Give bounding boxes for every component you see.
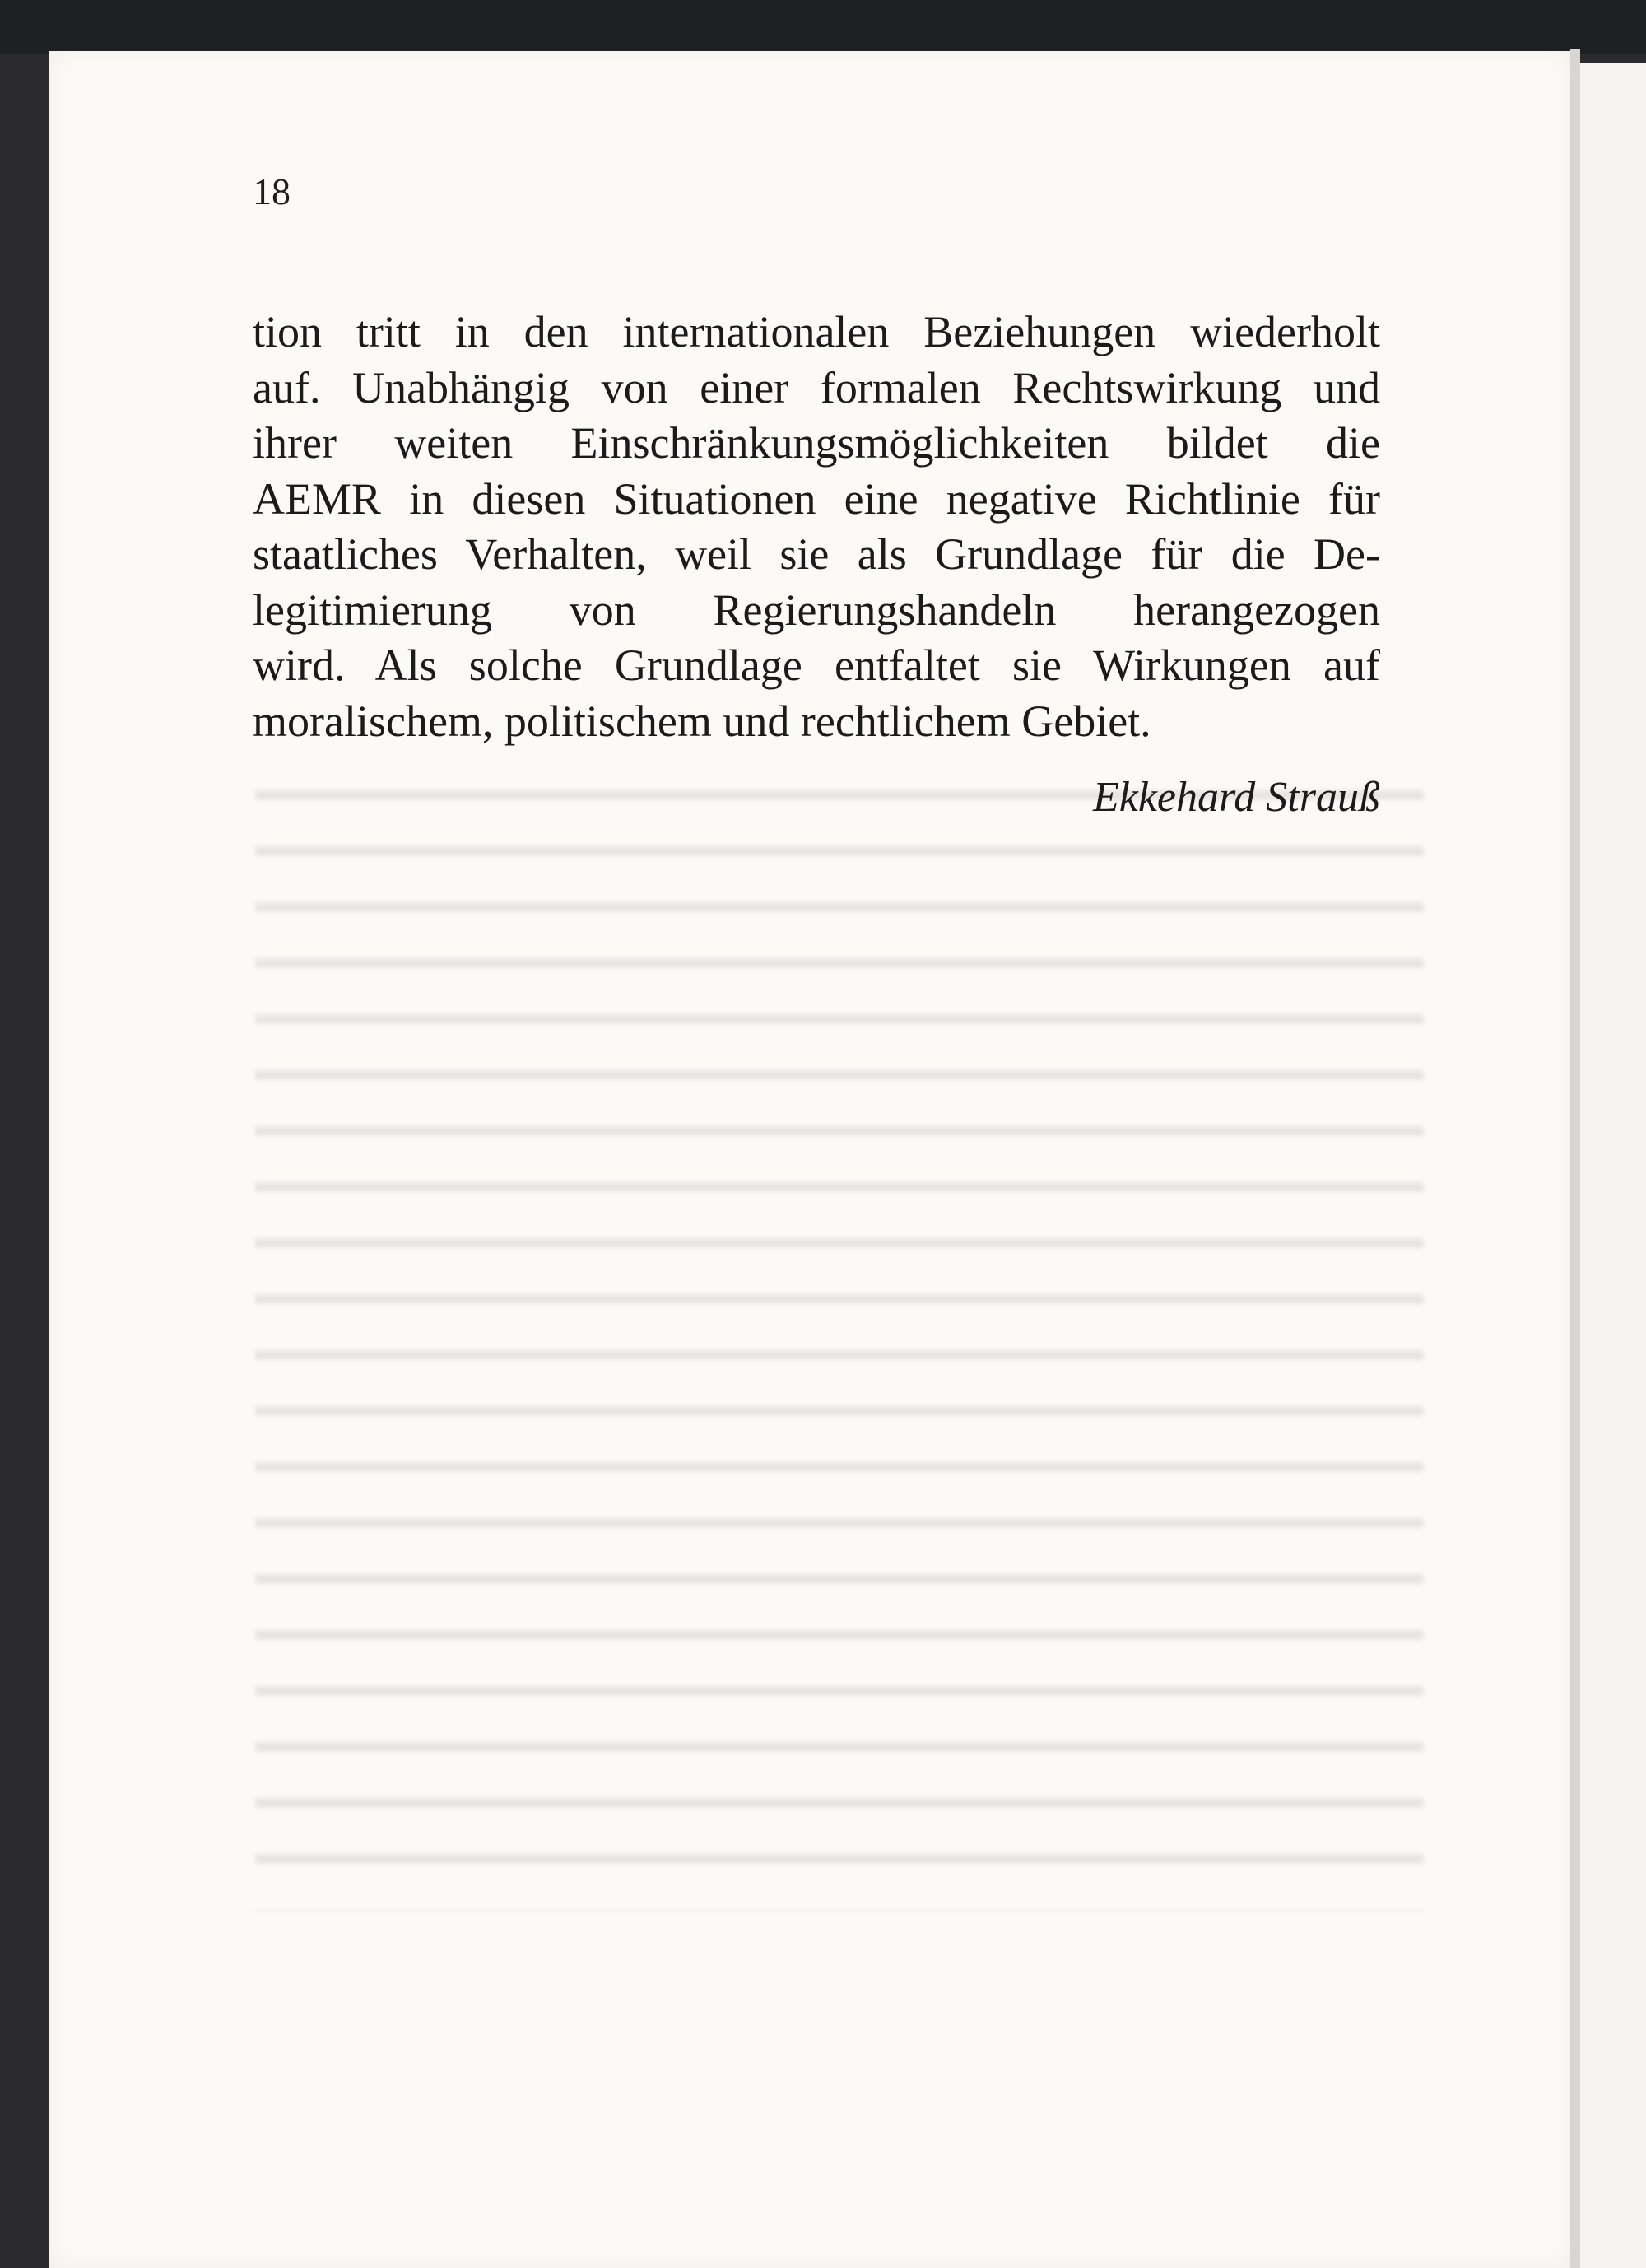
page-number: 18 xyxy=(253,170,291,212)
adjacent-page-edge xyxy=(1580,63,1646,2268)
text-line: wird. Als solche Grundlage entfaltet sie Wirkungen auf xyxy=(253,640,1380,690)
show-through-text xyxy=(255,759,1424,1912)
text-line: auf. Unabhängig von einer formalen Rechtswirkung und xyxy=(253,362,1380,412)
text-line: tion tritt in den internationalen Beziehungen wiederholt xyxy=(253,307,1380,356)
text-line: legitimierung von Regierungshandeln herangezogen xyxy=(253,584,1380,635)
text-line: staatliches Verhalten, weil sie als Grundlage für die De- xyxy=(253,529,1380,579)
page-edge xyxy=(1570,49,1580,2268)
author-signature: Ekkehard Strauß xyxy=(1093,774,1380,821)
text-line: AEMR in diesen Situationen eine negative Richtlinie für xyxy=(253,473,1380,524)
body-paragraph xyxy=(253,305,1380,749)
scanner-background-top xyxy=(0,0,1646,54)
text-line: ihrer weiten Einschränkungsmöglichkeiten bildet die xyxy=(253,418,1380,468)
text-line: moralischem, politischem und rechtlichem Gebiet. xyxy=(253,696,1151,746)
